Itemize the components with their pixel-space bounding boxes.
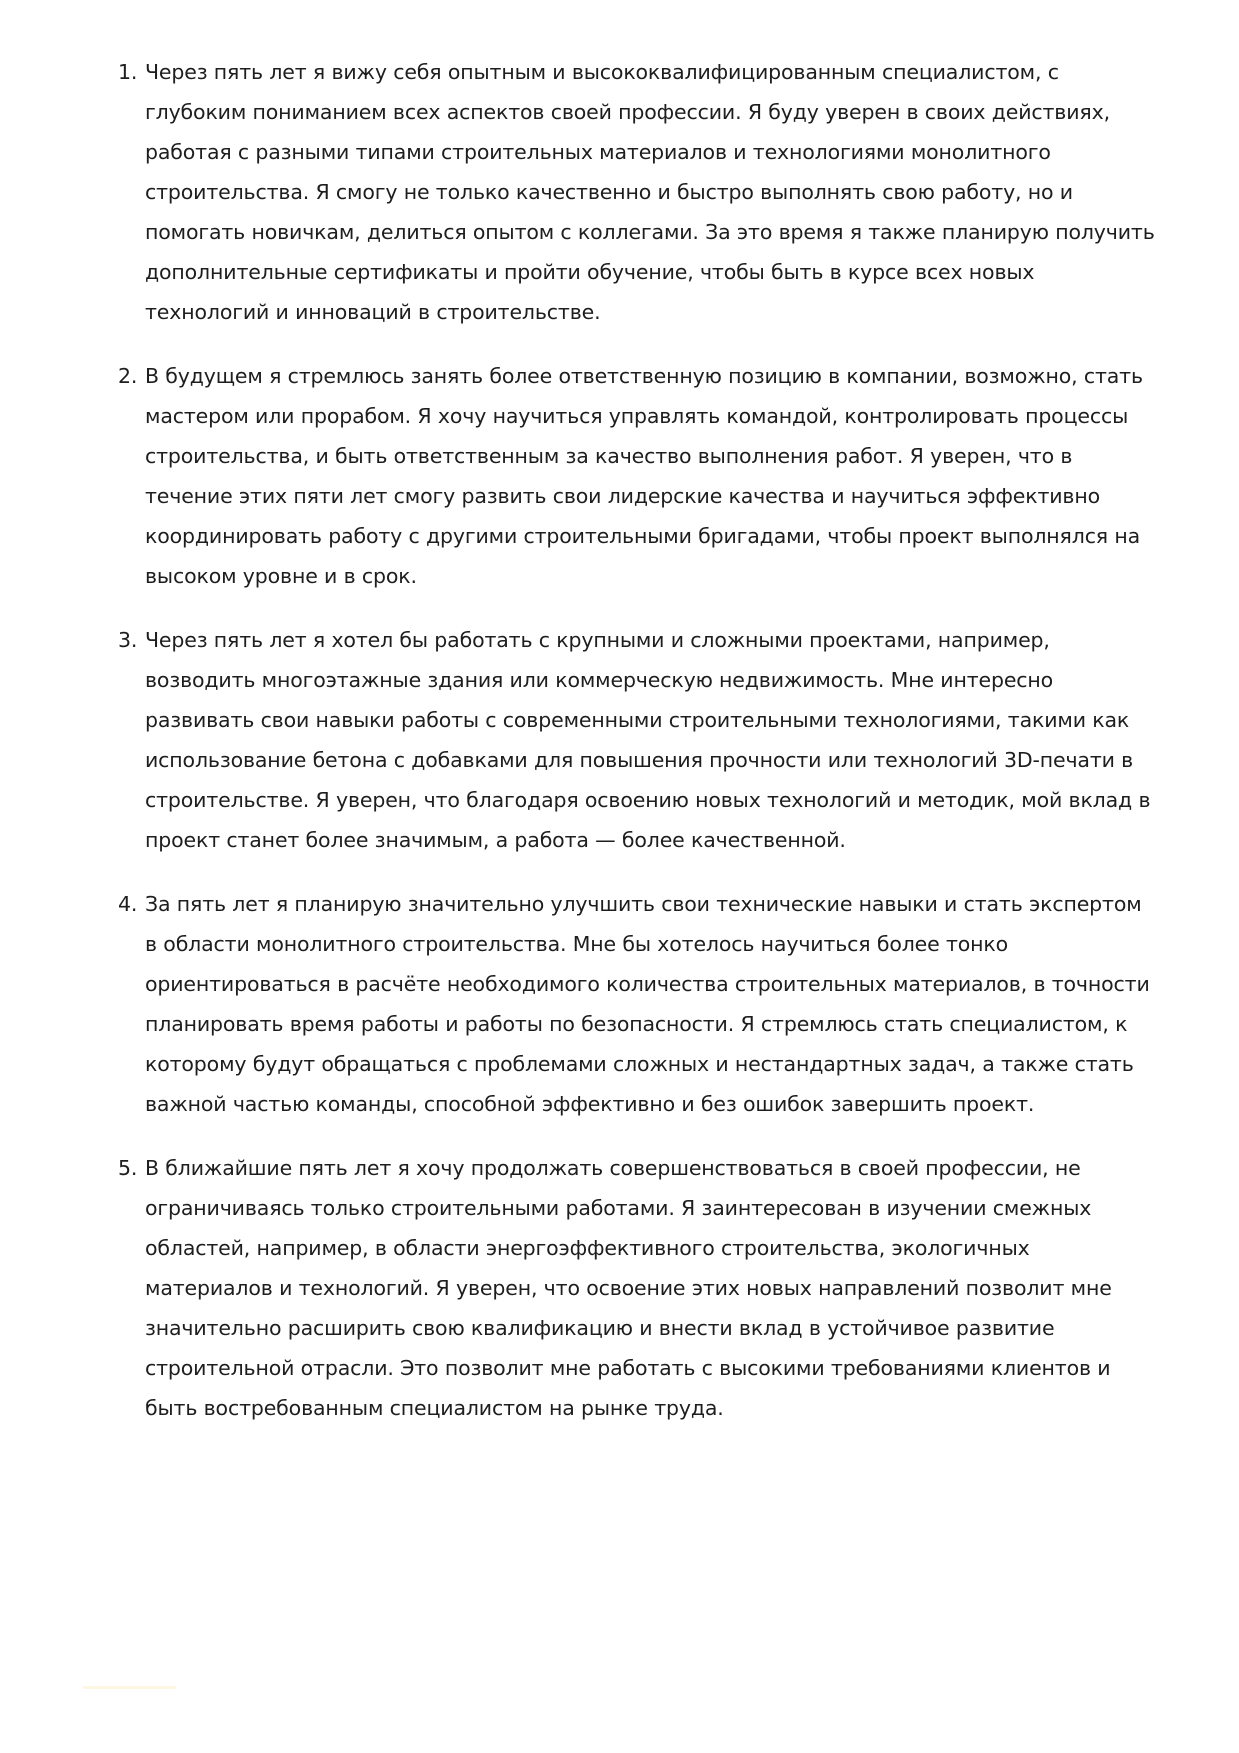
- list-item: [118, 884, 1158, 1124]
- list-item: [118, 356, 1158, 596]
- list-item-number: 5.: [118, 1156, 138, 1180]
- list-item-text: В ближайшие пять лет я хочу продолжать совершенствоваться в своей профессии, не ограничиваясь только строительными работами. Я заинтересован в изучении смежных областей, например, в области энергоэффективного строительства, экологичных материалов и технологий. Я уверен, что освоение этих новых направлений позволит мне значительно расширить свою квалификацию и внести вклад в устойчивое развитие строительной отрасли. Это позволит мне работать с высокими требованиями клиентов и быть востребованным специалистом на рынке труда.: [145, 1156, 1112, 1420]
- list-item-text: В будущем я стремлюсь занять более ответственную позицию в компании, возможно, стать мастером или прорабом. Я хочу научиться управлять командой, контролировать процессы строительства, и быть ответственным за качество выполнения работ. Я уверен, что в течение этих пяти лет смогу развить свои лидерские качества и научиться эффективно координировать работу с другими строительными бригадами, чтобы проект выполнялся на высоком уровне и в срок.: [145, 364, 1143, 588]
- list-item-number: 4.: [118, 892, 138, 916]
- list-item-number: 3.: [118, 628, 138, 652]
- list-item: [118, 620, 1158, 860]
- list-item: [118, 1148, 1158, 1428]
- document-body: [118, 52, 1158, 1452]
- goals-list: [118, 52, 1158, 1428]
- list-item-text: Через пять лет я хотел бы работать с крупными и сложными проектами, например, возводить многоэтажные здания или коммерческую недвижимость. Мне интересно развивать свои навыки работы с современными строительными технологиями, такими как использование бетона с добавками для повышения прочности или технологий 3D-печати в строительстве. Я уверен, что благодаря освоению новых технологий и методик, мой вклад в проект станет более значимым, а работа — более качественной.: [145, 628, 1151, 852]
- footer-divider: [83, 1686, 176, 1689]
- list-item-number: 2.: [118, 364, 138, 388]
- list-item-number: 1.: [118, 60, 138, 84]
- list-item-text: За пять лет я планирую значительно улучшить свои технические навыки и стать экспертом в области монолитного строительства. Мне бы хотелось научиться более тонко ориентироваться в расчёте необходимого количества строительных материалов, в точности планировать время работы и работы по безопасности. Я стремлюсь стать специалистом, к которому будут обращаться с проблемами сложных и нестандартных задач, а также стать важной частью команды, способной эффективно и без ошибок завершить проект.: [145, 892, 1150, 1116]
- list-item-text: Через пять лет я вижу себя опытным и высококвалифицированным специалистом, с глубоким пониманием всех аспектов своей профессии. Я буду уверен в своих действиях, работая с разными типами строительных материалов и технологиями монолитного строительства. Я смогу не только качественно и быстро выполнять свою работу, но и помогать новичкам, делиться опытом с коллегами. За это время я также планирую получить дополнительные сертификаты и пройти обучение, чтобы быть в курсе всех новых технологий и инноваций в строительстве.: [145, 60, 1155, 324]
- list-item: [118, 52, 1158, 332]
